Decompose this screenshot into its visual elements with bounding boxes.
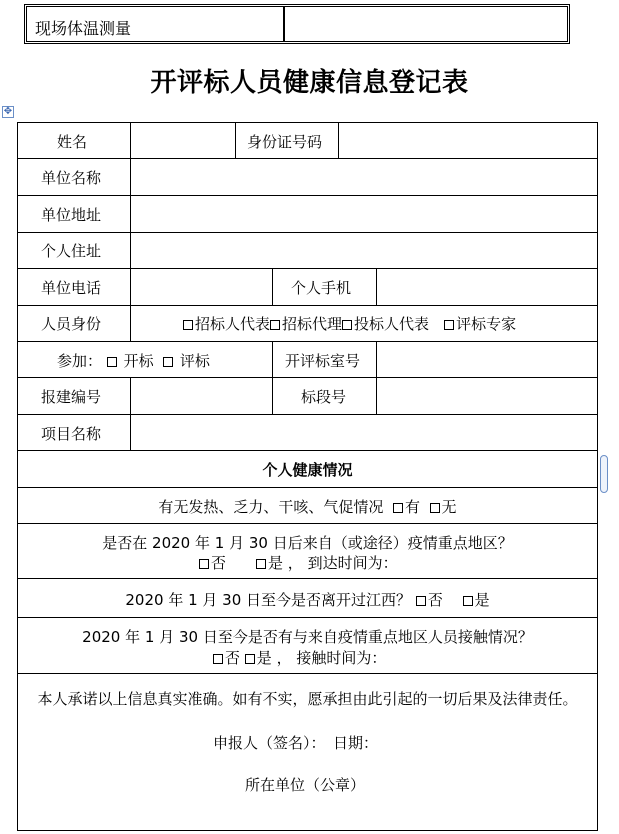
move-cross-icon[interactable]: ✥: [3, 106, 13, 117]
checkbox-icon[interactable]: [163, 357, 173, 367]
temperature-table: [24, 4, 570, 44]
checkbox-icon[interactable]: [444, 320, 454, 330]
build-number-label: 报建编号: [41, 388, 102, 406]
room-number-label: 开评标室号: [285, 352, 361, 370]
health-heading: 个人健康情况: [262, 461, 353, 479]
registration-table: [17, 122, 598, 831]
checkbox-icon[interactable]: [270, 320, 280, 330]
identity-label: 人员身份: [41, 315, 102, 333]
checkbox-icon[interactable]: [430, 503, 440, 513]
checkbox-icon[interactable]: [213, 654, 223, 664]
travel-answer: 否 是 ， 到达时间为：: [199, 552, 398, 573]
checkbox-icon[interactable]: [107, 357, 117, 367]
project-name-label: 项目名称: [41, 425, 102, 443]
name-label: 姓名: [57, 133, 88, 151]
identity-options: 招标人代表 招标代理 投标人代表 评标专家: [183, 313, 516, 334]
travel-question: 是否在 2020 年 1 月 30 日后来自（或途径）疫情重点地区？: [102, 534, 513, 552]
unit-phone-label: 单位电话: [41, 279, 102, 297]
signature-line: 申报人（签名）： 日期：: [213, 734, 379, 752]
unit-name-label: 单位名称: [41, 169, 102, 187]
declaration-statement: 本人承诺以上信息真实准确。如有不实，愿承担由此引起的一切后果及法律责任。: [37, 690, 578, 708]
page-title: 开评标人员健康信息登记表: [150, 68, 469, 98]
mobile-label: 个人手机: [291, 279, 352, 297]
jiangxi-question: 2020 年 1 月 30 日至今是否离开过江西？ 否 是: [125, 591, 490, 609]
id-number-label: 身份证号码: [247, 133, 323, 151]
checkbox-icon[interactable]: [463, 596, 473, 606]
contact-answer: 否 是 ， 接触时间为：: [213, 647, 386, 668]
checkbox-icon[interactable]: [256, 559, 266, 569]
fever-question: 有无发热、乏力、干咳、气促情况 有 无: [158, 498, 457, 516]
temperature-divider: [283, 7, 285, 41]
checkbox-icon[interactable]: [342, 320, 352, 330]
checkbox-icon[interactable]: [416, 596, 426, 606]
home-address-label: 个人住址: [41, 242, 102, 260]
resize-handle-icon[interactable]: [600, 455, 608, 493]
checkbox-icon[interactable]: [245, 654, 255, 664]
checkbox-icon[interactable]: [199, 559, 209, 569]
checkbox-icon[interactable]: [183, 320, 193, 330]
section-number-label: 标段号: [301, 388, 347, 406]
contact-question: 2020 年 1 月 30 日至今是否有与来自疫情重点地区人员接触情况？: [82, 628, 533, 646]
unit-seal-line: 所在单位（公章）: [245, 776, 366, 794]
participate-options: 参加： 开标 评标: [57, 352, 210, 370]
temperature-label: 现场体温测量: [35, 19, 132, 38]
unit-address-label: 单位地址: [41, 206, 102, 224]
checkbox-icon[interactable]: [393, 503, 403, 513]
